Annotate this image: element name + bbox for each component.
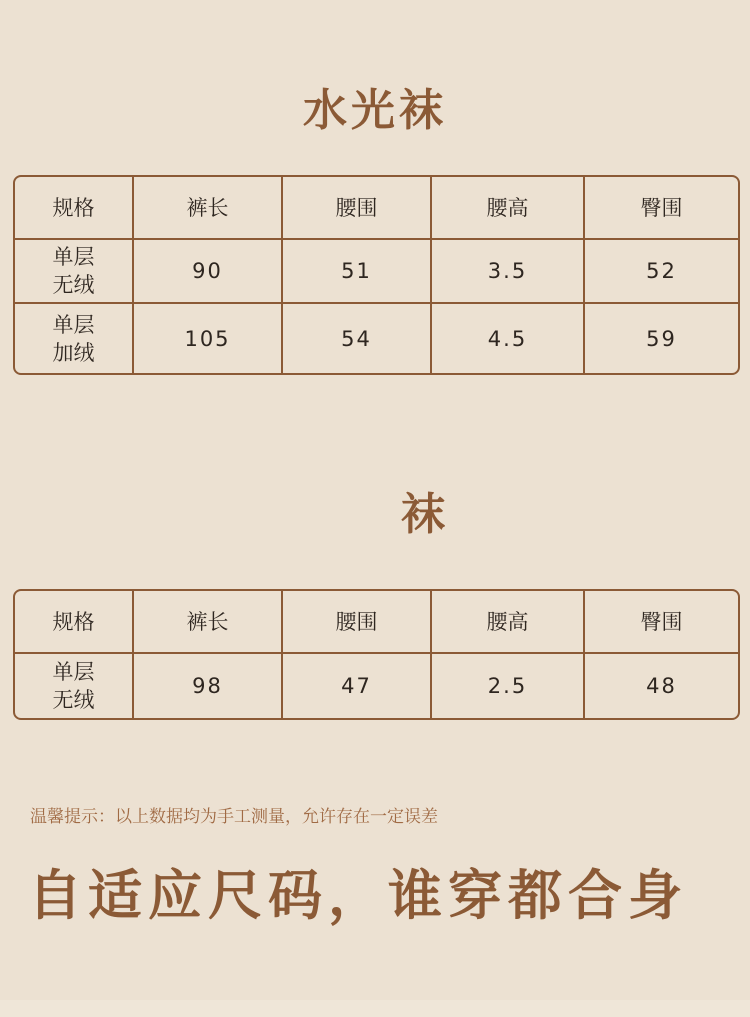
table-row bbox=[15, 654, 738, 718]
table-header-row bbox=[15, 177, 738, 240]
spec-line-2: 无绒 bbox=[52, 688, 95, 712]
section-title-end: 袜 bbox=[401, 489, 449, 540]
measurement-note: 温馨提示：以上数据均为手工测量，允许存在一定误差 bbox=[30, 807, 438, 827]
waist-height-cell: 4.5 bbox=[432, 304, 585, 373]
table-header-row bbox=[15, 591, 738, 654]
section-title-second bbox=[0, 478, 750, 542]
spec-cell bbox=[15, 240, 134, 304]
spec-cell bbox=[15, 654, 134, 718]
section-title-shuiguang: 水光袜 bbox=[303, 85, 447, 136]
spec-line-1: 单层 bbox=[52, 312, 95, 337]
spec-line-2: 加绒 bbox=[52, 340, 95, 365]
hip-cell: 59 bbox=[646, 326, 677, 351]
header-cell-waist-height: 腰高 bbox=[432, 591, 585, 654]
slogan: 自适应尺码，谁穿都合身 bbox=[28, 864, 688, 927]
table-row bbox=[15, 304, 738, 373]
size-table-second bbox=[13, 589, 740, 720]
waist-height-cell: 3.5 bbox=[432, 240, 585, 304]
size-table-shuiguang bbox=[13, 175, 740, 375]
hip-cell: 52 bbox=[585, 240, 738, 304]
header-cell-spec: 规格 bbox=[15, 177, 134, 240]
length-cell: 90 bbox=[134, 240, 283, 304]
header-cell-waist-height: 腰高 bbox=[432, 177, 585, 240]
title-occlusion bbox=[305, 492, 397, 542]
header-cell-waist: 腰围 bbox=[283, 591, 432, 654]
header-cell-waist: 腰围 bbox=[283, 177, 432, 240]
spec-line-1: 单层 bbox=[52, 245, 95, 269]
spec-line-2: 无绒 bbox=[52, 273, 95, 297]
spec-cell bbox=[15, 304, 134, 373]
waist-height-cell: 2.5 bbox=[432, 654, 585, 718]
length-cell: 105 bbox=[134, 304, 283, 373]
table-row bbox=[15, 240, 738, 304]
spec-line-1: 单层 bbox=[52, 660, 95, 684]
header-cell-hip: 臀围 bbox=[585, 591, 738, 654]
header-cell-spec: 规格 bbox=[15, 591, 134, 654]
waist-cell: 51 bbox=[283, 240, 432, 304]
hip-cell: 48 bbox=[646, 674, 677, 698]
waist-cell: 54 bbox=[283, 304, 432, 373]
header-cell-hip: 臀围 bbox=[585, 177, 738, 240]
header-cell-length: 裤长 bbox=[134, 591, 283, 654]
length-cell: 98 bbox=[134, 654, 283, 718]
header-cell-length: 裤长 bbox=[134, 177, 283, 240]
waist-cell: 47 bbox=[283, 654, 432, 718]
